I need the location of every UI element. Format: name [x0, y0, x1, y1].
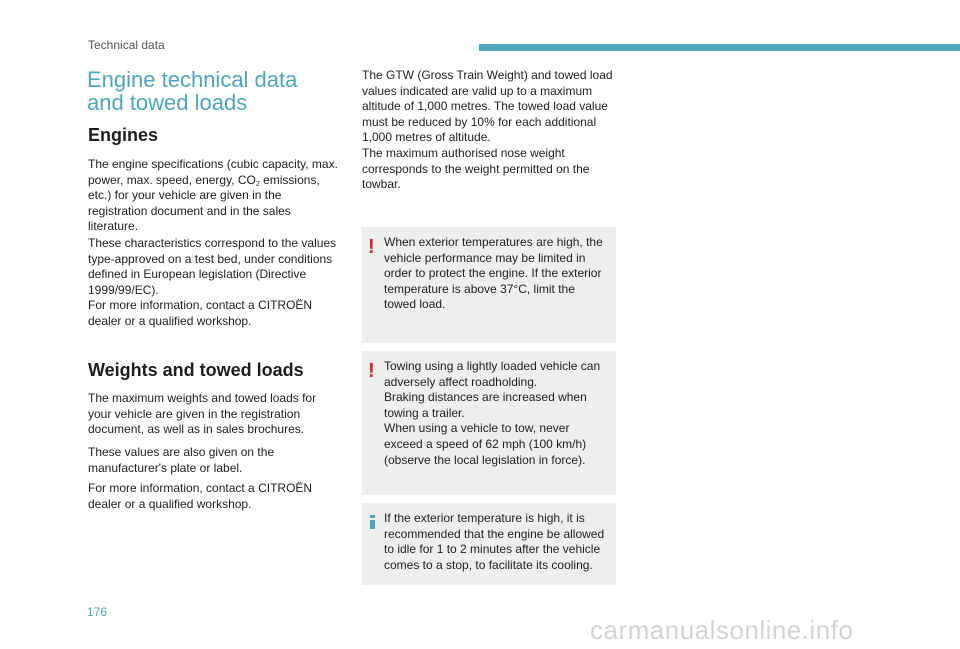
warning-icon: ! [368, 236, 375, 258]
engines-heading: Engines [88, 125, 159, 145]
gtw-paragraph-2: The maximum authorised nose weight corresponds to the weight permitted on the towbar. [362, 145, 590, 192]
warning-note-towing [362, 351, 616, 495]
gtw-info-text [362, 68, 618, 193]
warning-icon: ! [368, 360, 375, 382]
info-note-cooling-text: If the exterior temperature is high, it is recommended that the engine be allowed to idle for 1 to 2 minutes after the vehicle comes to a stop, to facilitate its cooling. [384, 511, 605, 572]
co2-subscript: 2 [255, 180, 260, 188]
engines-paragraph-1-text-end: emissions, etc.) for your vehicle are given in the registration document and in the sales literature. [88, 172, 320, 234]
header-accent-bar [479, 44, 960, 51]
warning-towing-line-1: Towing using a lightly loaded vehicle can adversely affect roadholding. [384, 359, 601, 389]
warning-note-temperature-text: When exterior temperatures are high, the vehicle performance may be limited in order to protect the engine. If the exterior temperature is above 37°C, limit the towed load. [384, 235, 603, 312]
info-icon [370, 515, 375, 529]
engines-paragraph-2: These characteristics correspond to the values type-approved on a test bed, under conditions defined in European legislation (Directive 1999/99/EC). [88, 236, 337, 297]
weights-paragraph-3: For more information, contact a CITROËN dealer or a qualified workshop. [88, 481, 313, 511]
weights-heading: Weights and towed loads [88, 360, 304, 380]
warning-towing-line-3: When using a vehicle to tow, never exceed a speed of 62 mph (100 km/h) (observe the local legislation in force). [384, 421, 587, 467]
warning-towing-line-2: Braking distances are increased when towing a trailer. [384, 390, 587, 420]
info-note-cooling [362, 503, 616, 585]
engines-paragraph-1-text: The engine specifications (cubic capacity, max. power, max. speed, energy, CO [88, 157, 338, 187]
warning-note-temperature [362, 227, 616, 343]
weights-paragraph-2: These values are also given on the manufacturer's plate or label. [88, 445, 275, 475]
engines-paragraph-1 [88, 157, 340, 235]
weights-paragraph-1: The maximum weights and towed loads for your vehicle are given in the registration document, as well as in sales brochures. [88, 391, 317, 437]
page-title-line-2: and towed loads [87, 90, 248, 115]
engines-paragraph-3: For more information, contact a CITROËN dealer or a qualified workshop. [88, 298, 313, 328]
gtw-paragraph-1: The GTW (Gross Train Weight) and towed load values indicated are valid up to a maximum altitude of 1,000 metres. The towed load value must be reduced by 10% for each additional 1,000 metres of altitude. [362, 68, 613, 145]
page-number: 176 [87, 605, 108, 619]
section-label: Technical data [88, 38, 165, 52]
page-title-line-1: Engine technical data [87, 67, 298, 92]
watermark: carmanualsonline.info [590, 615, 854, 645]
page-title [87, 68, 347, 114]
